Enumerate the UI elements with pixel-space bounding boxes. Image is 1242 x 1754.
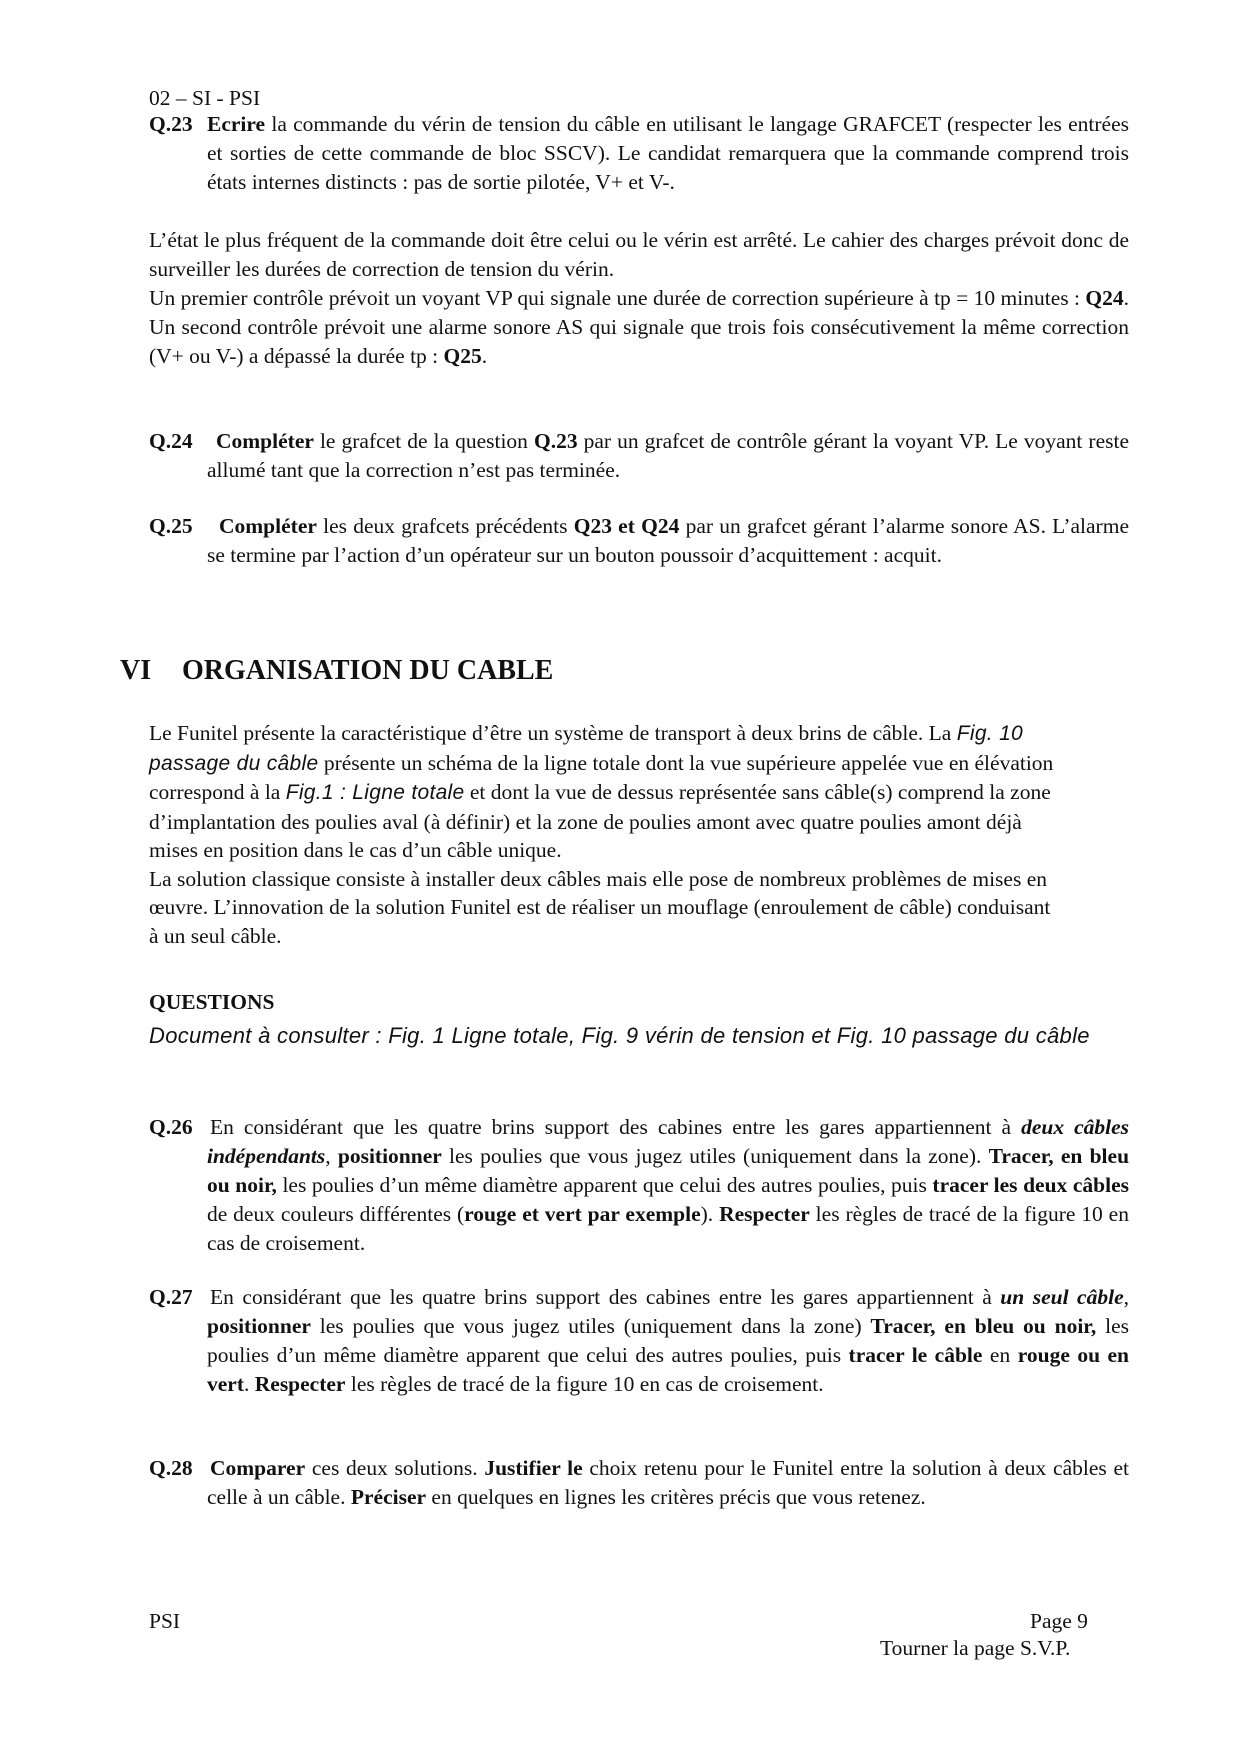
text: .: [481, 344, 488, 368]
question-text: [207, 427, 1129, 485]
ref: Q.23: [533, 429, 578, 453]
text: les poulies que vous jugez utiles (uniquement dans la zone).: [441, 1144, 989, 1168]
verb: Ecrire: [207, 112, 266, 136]
text: Un premier contrôle prévoit un voyant VP qui signale une durée de correction supérieure à tp = 10 minutes :: [149, 286, 1086, 310]
text: en: [982, 1343, 1018, 1367]
para-line: L’état le plus fréquent de la commande doit être celui ou le vérin est arrêté. Le cahier des charges prévoit donc de surveiller les durées de correction de tension du vérin.: [149, 228, 1129, 281]
text: ).: [700, 1202, 720, 1226]
text: les règles de tracé de la figure 10 en cas de croisement.: [345, 1372, 824, 1396]
ref: Q24: [1085, 286, 1124, 310]
verb: Compléter: [219, 514, 317, 538]
questions-heading: QUESTIONS: [149, 990, 275, 1014]
para-line: [149, 313, 1129, 371]
verb: Tracer, en bleu ou noir,: [870, 1314, 1097, 1338]
documents-to-consult: Document à consulter : Fig. 1 Ligne totale, Fig. 9 vérin de tension et Fig. 10 passage du câble: [149, 1023, 1090, 1048]
question-number: Q.28: [149, 1456, 193, 1480]
text: ces deux solutions.: [305, 1456, 485, 1480]
verb: Respecter: [719, 1202, 810, 1226]
page-number: Page 9: [1030, 1609, 1088, 1633]
header-code: 02 – SI - PSI: [149, 86, 261, 110]
text: ,: [325, 1144, 338, 1168]
text: ,: [1123, 1285, 1129, 1309]
verb: tracer les deux câbles: [932, 1173, 1129, 1197]
text: par un grafcet de contrôle gérant la voyant VP. Le voyant reste allumé tant que la correction n’est pas terminée.: [207, 429, 1129, 482]
text: les poulies d’un même diamètre apparent que celui des autres poulies, puis: [276, 1173, 933, 1197]
para-body: [149, 719, 1061, 865]
text: .: [244, 1372, 255, 1396]
verb: positionner: [337, 1144, 442, 1168]
text: En considérant que les quatre brins support des cabines entre les gares appartiennent à: [210, 1115, 1022, 1139]
question-text: [207, 1113, 1129, 1258]
text: de deux couleurs différentes (: [207, 1202, 465, 1226]
text: En considérant que les quatre brins support des cabines entre les gares appartiennent à: [210, 1285, 1001, 1309]
text: les poulies d’un même diamètre apparent que celui des autres poulies, puis: [207, 1314, 1129, 1367]
footer-left: PSI: [149, 1609, 181, 1633]
figure-ref: Fig.1 : Ligne totale: [285, 781, 465, 804]
section-title: ORGANISATION DU CABLE: [182, 655, 554, 686]
paragraph-funitel: [149, 719, 1061, 950]
text: les règles de tracé de la figure 10 en cas de croisement.: [207, 1202, 1129, 1255]
question-text: [207, 110, 1129, 197]
turn-page-note: Tourner la page S.V.P.: [880, 1636, 1071, 1660]
para-line: [149, 284, 1129, 313]
text: les deux grafcets précédents: [316, 514, 574, 538]
text: présente un schéma de la ligne totale dont la vue supérieure appelée vue en élévation correspond à la: [149, 750, 1054, 804]
text: par un grafcet gérant l’alarme sonore AS. L’alarme se termine par l’action d’un opérateur sur un bouton poussoir d’acquittement : acquit.: [207, 514, 1129, 567]
figure-ref: Fig. 10 passage du câble: [149, 722, 1024, 775]
verb: Tracer, en bleu ou noir,: [207, 1144, 1130, 1197]
text: Un second contrôle prévoit une alarme sonore AS qui signale que trois fois consécutivement la même correction (V+ ou V-) a dépassé la durée tp :: [149, 315, 1129, 368]
text: Le Funitel présente la caractéristique d’être un système de transport à deux brins de câble. La: [149, 721, 957, 745]
question-number: Q.27: [149, 1285, 193, 1309]
section-number: VI: [120, 655, 152, 686]
text: la commande du vérin de tension du câble en utilisant le langage GRAFCET (respecter les entrées et sorties de cette commande de bloc SSCV). Le candidat remarquera que la commande comprend trois états internes distincts : pas de sortie pilotée, V+ et V-.: [207, 112, 1129, 194]
question-number: Q.24: [149, 429, 193, 453]
verb: Respecter: [254, 1372, 346, 1396]
emphasis: rouge ou en vert: [207, 1343, 1129, 1396]
question-number: Q.26: [149, 1115, 193, 1139]
ref: Q23 et Q24: [573, 514, 680, 538]
emphasis: un seul câble: [1000, 1285, 1124, 1309]
emphasis: deux câbles indépendants: [207, 1115, 1129, 1168]
text: les poulies que vous jugez utiles (uniquement dans la zone): [310, 1314, 871, 1338]
verb: Justifier le: [484, 1456, 583, 1480]
verb: Compléter: [216, 429, 314, 453]
question-text: [207, 512, 1129, 570]
text: en quelques en lignes les critères précis que vous retenez.: [426, 1485, 926, 1509]
verb: Comparer: [210, 1456, 306, 1480]
question-number: Q.23: [149, 112, 193, 136]
question-number: Q.25: [149, 514, 193, 538]
paragraph-surveillance: [149, 226, 1129, 371]
verb: tracer le câble: [848, 1343, 983, 1367]
verb: Préciser: [350, 1485, 427, 1509]
para-body: La solution classique consiste à installer deux câbles mais elle pose de nombreux problèmes de mises en œuvre. L’innovation de la solution Funitel est de réaliser un mouflage (enroulement de câble) conduisant à un seul câble.: [149, 866, 1051, 948]
text: choix retenu pour le Funitel entre la solution à deux câbles et celle à un câble.: [207, 1456, 1129, 1509]
emphasis: rouge et vert par exemple: [464, 1202, 701, 1226]
question-text: [207, 1454, 1129, 1512]
text: .: [1123, 286, 1129, 310]
text: et dont la vue de dessus représentée sans câble(s) comprend la zone d’implantation des poulies aval (à définir) et la zone de poulies amont avec quatre poulies amont déjà mises en position dans le cas d’un câble unique.: [149, 780, 1051, 862]
question-text: [207, 1283, 1129, 1399]
ref: Q25: [443, 344, 482, 368]
text: le grafcet de la question: [313, 429, 534, 453]
verb: positionner: [207, 1314, 311, 1338]
